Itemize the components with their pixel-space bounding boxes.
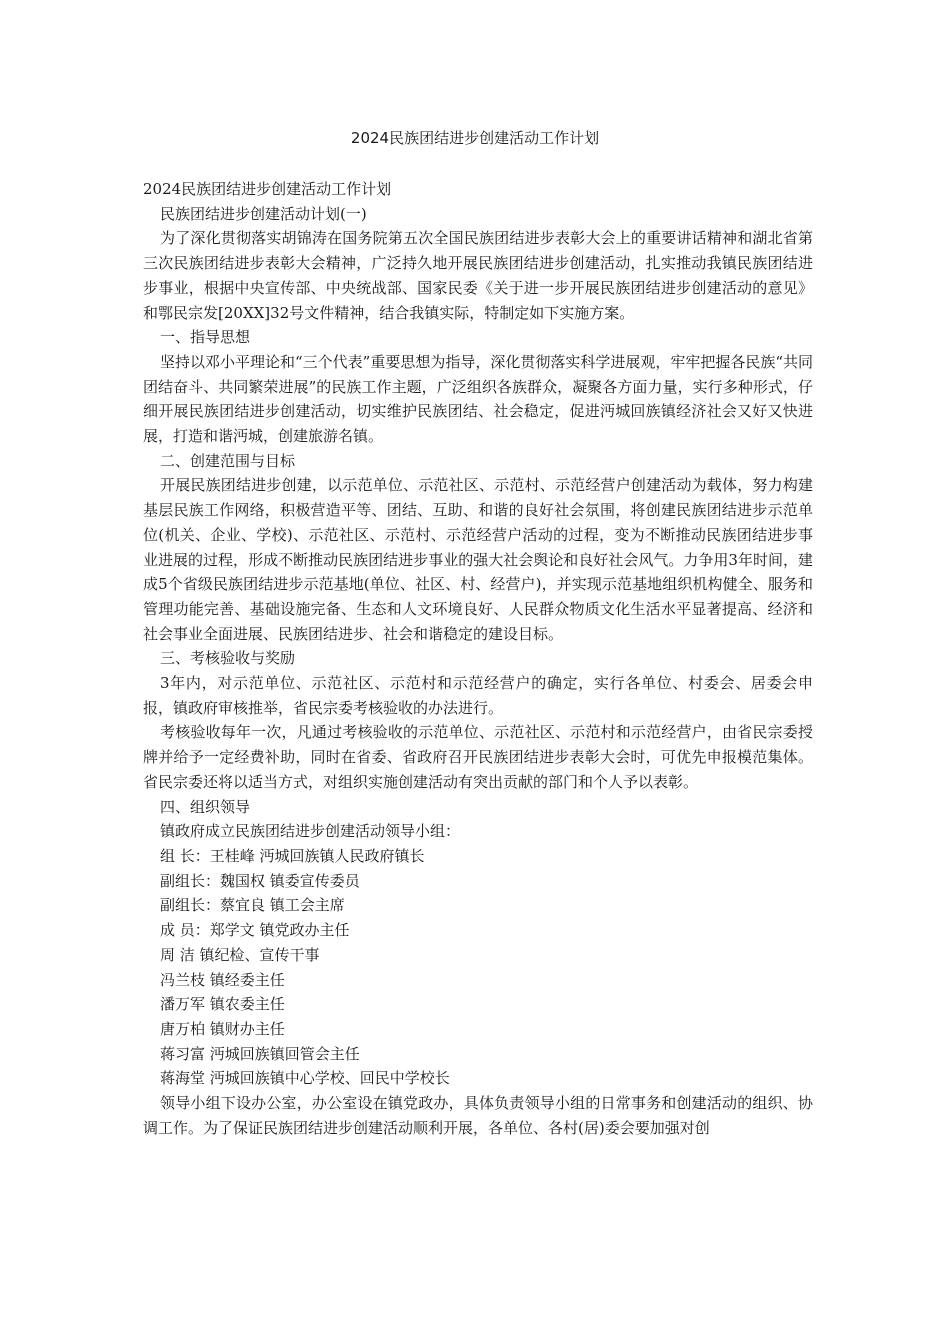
leadership-intro: 镇政府成立民族团结进步创建活动领导小组： — [160, 822, 461, 841]
member-line: 组 长：王桂峰 沔城回族镇人民政府镇长 — [160, 846, 425, 865]
document-heading: 2024民族团结进步创建活动工作计划 — [143, 180, 392, 198]
document-body — [143, 177, 813, 1140]
section-heading-leadership: 四、组织领导 — [160, 797, 251, 816]
section-paragraph-guiding-ideology: 坚持以邓小平理论和“三个代表”重要思想为指导，深化贯彻落实科学进展观，牢牢把握各民族“共同团结奋斗、共同繁荣进展”的民族工作主题，广泛组织各族群众，凝聚各方面力量，实行多种形式，仔细开展民族团结进步创建活动，切实维护民族团结、社会稳定，促进沔城回族镇经济社会又好又快进展，打造和谐沔城，创建旅游名镇。 — [143, 352, 814, 446]
section-paragraph-scope-goals: 开展民族团结进步创建，以示范单位、示范社区、示范村、示范经营户创建活动为载体，努力构建基层民族工作网络，积极营造平等、团结、互助、和谐的良好社会氛围，将创建民族团结进步示范单位(机关、企业、学校)、示范社区、示范村、示范经营户活动的过程，变为不断推动民族团结进步事业进展的过程，形成不断推动民族团结进步事业的强大社会舆论和良好社会风气。力争用3年时间，建成5个省级民族团结进步示范基地(单位、社区、村、经营户)，并实现示范基地组织机构健全、服务和管理功能完善、基础设施完备、生态和人文环境良好、人民群众物质文化生活水平显著提高、经济和社会事业全面进展、民族团结进步、社会和谐稳定的建设目标。 — [143, 476, 813, 643]
page-title: 2024民族团结进步创建活动工作计划 — [350, 129, 600, 147]
section-paragraph-assessment-1: 3年内，对示范单位、示范社区、示范村和示范经营户的确定，实行各单位、村委会、居委会申报，镇政府审核推举，省民宗委考核验收的办法进行。 — [143, 674, 813, 717]
office-paragraph: 领导小组下设办公室，办公室设在镇党政办，具体负责领导小组的日常事务和创建活动的组织、协调工作。为了保证民族团结进步创建活动顺利开展，各单位、各村(居)委会要加强对创 — [143, 1094, 813, 1137]
member-line: 周 洁 镇纪检、宣传干事 — [160, 945, 320, 964]
intro-paragraph: 为了深化贯彻落实胡锦涛在国务院第五次全国民族团结进步表彰大会上的重要讲话精神和湖北省第三次民族团结进步表彰大会精神，广泛持久地开展民族团结进步创建活动，扎实推动我镇民族团结进步事业，根据中央宣传部、中央统战部、国家民委《关于进一步开展民族团结进步创建活动的意见》和鄂民宗发[20XX]32号文件精神，结合我镇实际，特制定如下实施方案。 — [143, 229, 813, 322]
document-subtitle: 民族团结进步创建活动计划(一) — [160, 204, 367, 223]
section-heading-guiding-ideology: 一、指导思想 — [160, 328, 251, 347]
member-line: 副组长：蔡宜良 镇工会主席 — [160, 896, 345, 915]
section-heading-assessment: 三、考核验收与奖励 — [160, 649, 296, 668]
member-line: 唐万柏 镇财办主任 — [160, 1019, 285, 1038]
member-line: 蒋海堂 沔城回族镇中心学校、回民中学校长 — [160, 1069, 450, 1088]
member-line: 潘万军 镇农委主任 — [160, 995, 285, 1014]
member-line: 成 员：郑学文 镇党政办主任 — [160, 921, 350, 940]
member-line: 副组长：魏国权 镇委宣传委员 — [160, 871, 360, 890]
member-line: 蒋习富 沔城回族镇回管会主任 — [160, 1044, 360, 1063]
member-line: 冯兰枝 镇经委主任 — [160, 970, 285, 989]
section-paragraph-assessment-2: 考核验收每年一次，凡通过考核验收的示范单位、示范社区、示范村和示范经营户，由省民宗委授牌并给予一定经费补助，同时在省委、省政府召开民族团结进步表彰大会时，可优先申报模范集体。省民宗委还将以适当方式，对组织实施创建活动有突出贡献的部门和个人予以表彰。 — [143, 723, 813, 791]
section-heading-scope-goals: 二、创建范围与目标 — [160, 451, 296, 470]
